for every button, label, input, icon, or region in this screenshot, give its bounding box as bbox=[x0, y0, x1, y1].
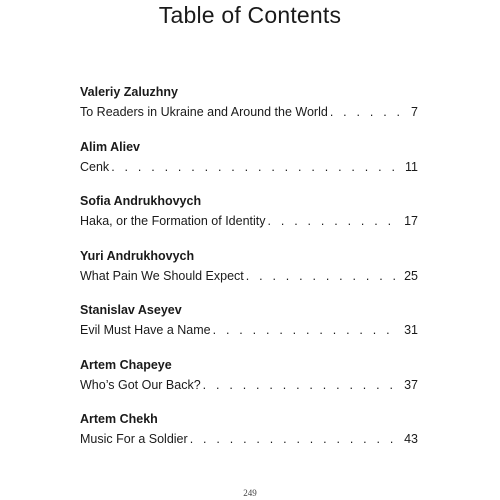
toc-author: Artem Chekh bbox=[80, 412, 158, 426]
toc-author: Stanislav Aseyev bbox=[80, 303, 182, 317]
toc-page-number: 11 bbox=[405, 159, 418, 174]
toc-author: Alim Aliev bbox=[80, 139, 140, 154]
dot-leader bbox=[246, 266, 400, 286]
toc-entry bbox=[80, 246, 418, 301]
toc-row bbox=[80, 429, 418, 449]
toc-entry bbox=[80, 191, 418, 246]
toc-page-number: 25 bbox=[404, 268, 418, 283]
toc-author: Valeriy Zaluzhny bbox=[80, 85, 178, 99]
toc-essay-title: Who’s Got Our Back? bbox=[80, 377, 201, 392]
page-title: Table of Contents bbox=[158, 2, 342, 28]
toc-author: Yuri Andrukhovych bbox=[80, 248, 195, 263]
toc-entry bbox=[80, 137, 418, 192]
dot-leader bbox=[213, 320, 400, 340]
toc-entry bbox=[80, 300, 418, 355]
table-of-contents bbox=[80, 82, 418, 464]
toc-row bbox=[80, 266, 418, 286]
page-number-footer: 249 bbox=[243, 488, 257, 498]
toc-page-number: 17 bbox=[404, 214, 418, 228]
toc-essay-title: What Pain We Should Expect bbox=[80, 268, 244, 283]
toc-entry bbox=[80, 355, 418, 410]
toc-page-number: 37 bbox=[404, 377, 418, 392]
toc-author: Sofia Andrukhovych bbox=[80, 194, 202, 208]
toc-page-number: 43 bbox=[404, 432, 418, 446]
toc-row bbox=[80, 211, 418, 231]
toc-row bbox=[80, 375, 418, 395]
toc-row bbox=[80, 102, 418, 122]
toc-row bbox=[80, 320, 418, 340]
toc-entry bbox=[80, 82, 418, 137]
dot-leader bbox=[330, 102, 402, 122]
toc-essay-title: Cenk bbox=[80, 159, 110, 174]
toc-entry bbox=[80, 409, 418, 464]
dot-leader bbox=[111, 157, 401, 177]
dot-leader bbox=[190, 429, 400, 449]
dot-leader bbox=[268, 211, 401, 231]
toc-essay-title: Haka, or the Formation of Identity bbox=[80, 214, 266, 228]
dot-leader bbox=[203, 375, 400, 395]
toc-author: Artem Chapeye bbox=[80, 357, 172, 372]
toc-page-number: 7 bbox=[411, 105, 418, 119]
toc-essay-title: Music For a Soldier bbox=[80, 432, 188, 446]
toc-essay-title: Evil Must Have a Name bbox=[80, 323, 211, 337]
toc-page-number: 31 bbox=[404, 323, 418, 337]
toc-row bbox=[80, 157, 418, 177]
toc-essay-title: To Readers in Ukraine and Around the World bbox=[80, 105, 328, 119]
